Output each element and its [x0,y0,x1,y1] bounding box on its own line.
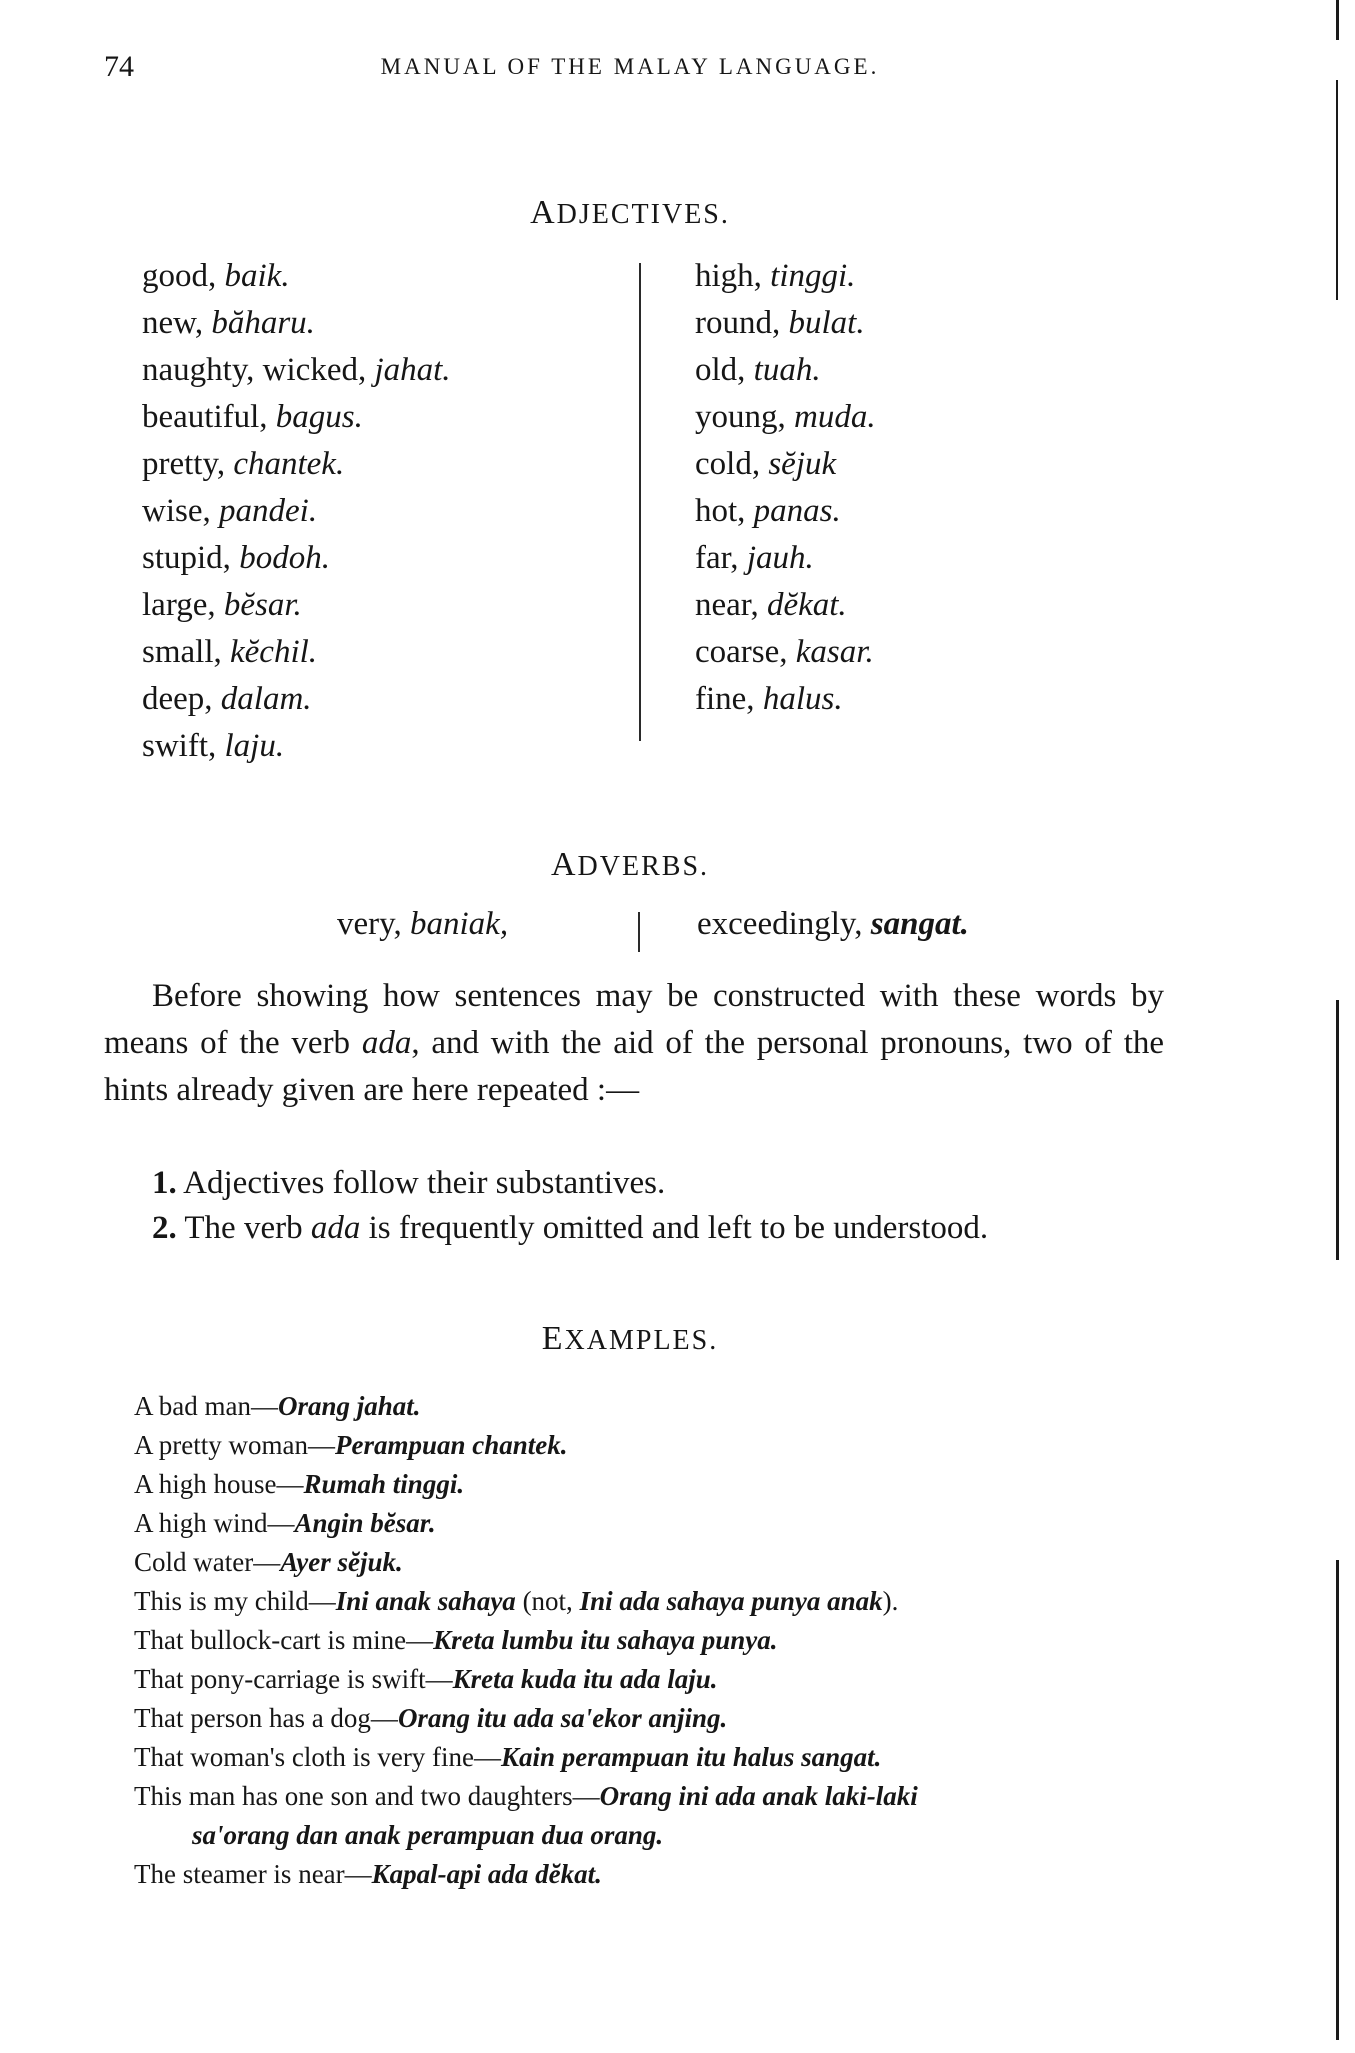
adjectives-right-column [695,253,1175,723]
rule-1 [104,1160,1164,1206]
adjective-entry [695,676,1175,723]
example-item [134,1543,1234,1582]
example-malay: Rumah tinggi. [303,1469,465,1499]
adjective-english: new, [142,305,212,341]
adjectives-heading [0,194,1260,232]
example-malay: Orang ini ada anak laki-laki [599,1781,918,1811]
example-english: This is my child— [134,1586,336,1616]
adjective-malay: jauh. [746,540,814,576]
adverb-divider [638,912,640,952]
example-malay: Ayer sĕjuk. [280,1547,403,1577]
adjective-english: swift, [142,728,225,764]
example-malay: Orang jahat. [277,1391,421,1421]
example-english: That pony-carriage is swift— [134,1664,453,1694]
adjective-malay: panas. [753,493,841,529]
paragraph-text: Before showing how sentences may be constructed with these words by means of the verb [104,978,1164,1061]
scan-edge-mark [1336,1560,1339,2040]
adjective-entry [142,441,622,488]
adjective-entry [142,535,622,582]
adjective-entry [695,441,1175,488]
adjective-malay: sĕjuk [768,446,837,482]
adjective-english: good, [142,258,225,294]
intro-paragraph [104,973,1164,1114]
example-english: That bullock-cart is mine— [134,1625,434,1655]
example-item [134,1777,1234,1816]
adjective-entry [695,535,1175,582]
adjective-english: wise, [142,493,219,529]
adjective-malay: jahat. [374,352,451,388]
example-malay: Orang itu ada sa'ekor anjing. [397,1703,728,1733]
adjective-english: deep, [142,681,221,717]
adverbs-heading-rest: DVERBS. [577,851,710,882]
example-english: A pretty woman— [134,1430,335,1460]
adjective-entry [695,582,1175,629]
adjective-english: naughty, wicked, [142,352,375,388]
adjective-malay: bĕsar. [223,587,302,623]
rule-verb: ada [310,1210,361,1246]
adjective-malay: bodoh. [239,540,330,576]
paragraph-verb: ada [361,1025,412,1061]
adjective-malay: bulat. [788,305,865,341]
example-malay: sa'orang dan anak perampuan dua orang. [192,1820,664,1850]
adjectives-left-column [142,253,622,770]
example-english: Cold water— [134,1547,281,1577]
adjective-english: large, [142,587,224,623]
adjective-entry [695,629,1175,676]
adjective-malay: kasar. [795,634,874,670]
adjective-entry [695,488,1175,535]
example-malay: Kain perampuan itu halus sangat. [501,1742,882,1772]
adjective-entry [142,253,622,300]
adjective-malay: laju. [224,728,285,764]
example-english: (not, [515,1586,580,1616]
example-english: This man has one son and two daughters— [134,1781,600,1811]
adjective-entry [142,394,622,441]
example-english: That person has a dog— [134,1703,398,1733]
adjective-english: far, [695,540,747,576]
adjectives-heading-initial: A [530,194,557,231]
adjective-malay: muda. [794,399,876,435]
adverb-entry-very [337,906,508,952]
example-item [134,1504,1234,1543]
adjective-english: near, [695,587,767,623]
rule-number: 1. [152,1165,177,1201]
example-item-continuation [134,1816,1234,1855]
adjective-english: young, [695,399,794,435]
example-english: A high wind— [134,1508,295,1538]
examples-heading [0,1320,1260,1358]
adjective-malay: tinggi. [770,258,856,294]
example-item [134,1660,1234,1699]
adjective-entry [142,629,622,676]
rule-2 [104,1205,1164,1251]
example-item [134,1465,1234,1504]
example-english: A high house— [134,1469,304,1499]
page-number: 74 [104,50,134,83]
example-english: A bad man— [134,1391,278,1421]
rule-number: 2. [152,1210,177,1246]
adjective-entry [142,676,622,723]
adjective-entry [695,300,1175,347]
rule-text: The verb [176,1210,311,1246]
adverb-english: very, [337,906,410,942]
example-item [134,1699,1234,1738]
adjective-english: coarse, [695,634,796,670]
adjective-malay: dĕkat. [766,587,847,623]
example-malay: Ini ada sahaya punya anak [579,1586,883,1616]
adjective-english: cold, [695,446,769,482]
example-malay: Kreta lumbu itu sahaya punya. [433,1625,778,1655]
scan-edge-mark [1336,0,1339,40]
example-item [134,1582,1234,1621]
adjective-malay: dalam. [220,681,312,717]
adverbs-heading-initial: A [550,846,578,883]
rule-text: Adjectives follow their substantives. [176,1165,666,1201]
adjective-entry [695,394,1175,441]
adjective-entry [695,347,1175,394]
example-item [134,1738,1234,1777]
scan-edge-mark [1336,80,1338,300]
adjective-entry [142,723,622,770]
example-english: That woman's cloth is very fine— [134,1742,502,1772]
adjective-english: fine, [695,681,763,717]
example-malay: Ini anak sahaya [335,1586,516,1616]
adjective-malay: chantek. [233,446,345,482]
example-english: The steamer is near— [134,1859,372,1889]
adjective-english: small, [142,634,230,670]
example-malay: Kreta kuda itu ada laju. [452,1664,718,1694]
adverb-entry-exceedingly [697,906,969,952]
column-divider [639,263,641,741]
running-head [100,50,1160,90]
example-item [134,1387,1234,1426]
adverb-english: exceedingly, [697,906,871,942]
adjective-malay: baik. [224,258,290,294]
adverbs-heading [0,846,1260,884]
examples-heading-initial: E [541,1320,565,1357]
adjective-entry [142,582,622,629]
adjective-english: old, [695,352,754,388]
adjective-malay: bagus. [275,399,363,435]
example-item [134,1855,1234,1894]
adjective-entry [142,347,622,394]
adjective-entry [142,300,622,347]
adjectives-heading-rest: DJECTIVES. [556,199,730,230]
adjective-malay: tuah. [753,352,821,388]
adjective-english: round, [695,305,789,341]
adjective-malay: halus. [762,681,843,717]
paragraph-text: , and with the aid of the personal pronouns, two of the hints already given are here repeated :— [104,1025,1165,1108]
example-item [134,1426,1234,1465]
example-malay: Angin bĕsar. [294,1508,436,1538]
adverb-malay: baniak, [410,906,509,942]
example-item [134,1621,1234,1660]
adjective-malay: băharu. [211,305,315,341]
example-malay: Kapal-api ada dĕkat. [371,1859,602,1889]
adverb-malay: sangat. [870,906,969,942]
adjective-english: stupid, [142,540,240,576]
example-english: ). [882,1586,899,1616]
adjective-entry [695,253,1175,300]
examples-list [134,1387,1234,1894]
adjective-entry [142,488,622,535]
examples-heading-rest: XAMPLES. [564,1325,719,1356]
adjective-english: hot, [695,493,754,529]
adjective-malay: pandei. [219,493,318,529]
example-malay: Perampuan chantek. [334,1430,568,1460]
adjective-english: pretty, [142,446,234,482]
running-title: MANUAL OF THE MALAY LANGUAGE. [380,54,880,79]
adjective-english: high, [695,258,771,294]
adjective-english: beautiful, [142,399,276,435]
adjective-malay: kĕchil. [230,634,318,670]
scan-edge-mark [1336,1000,1339,1260]
rule-text: is frequently omitted and left to be understood. [360,1210,989,1246]
